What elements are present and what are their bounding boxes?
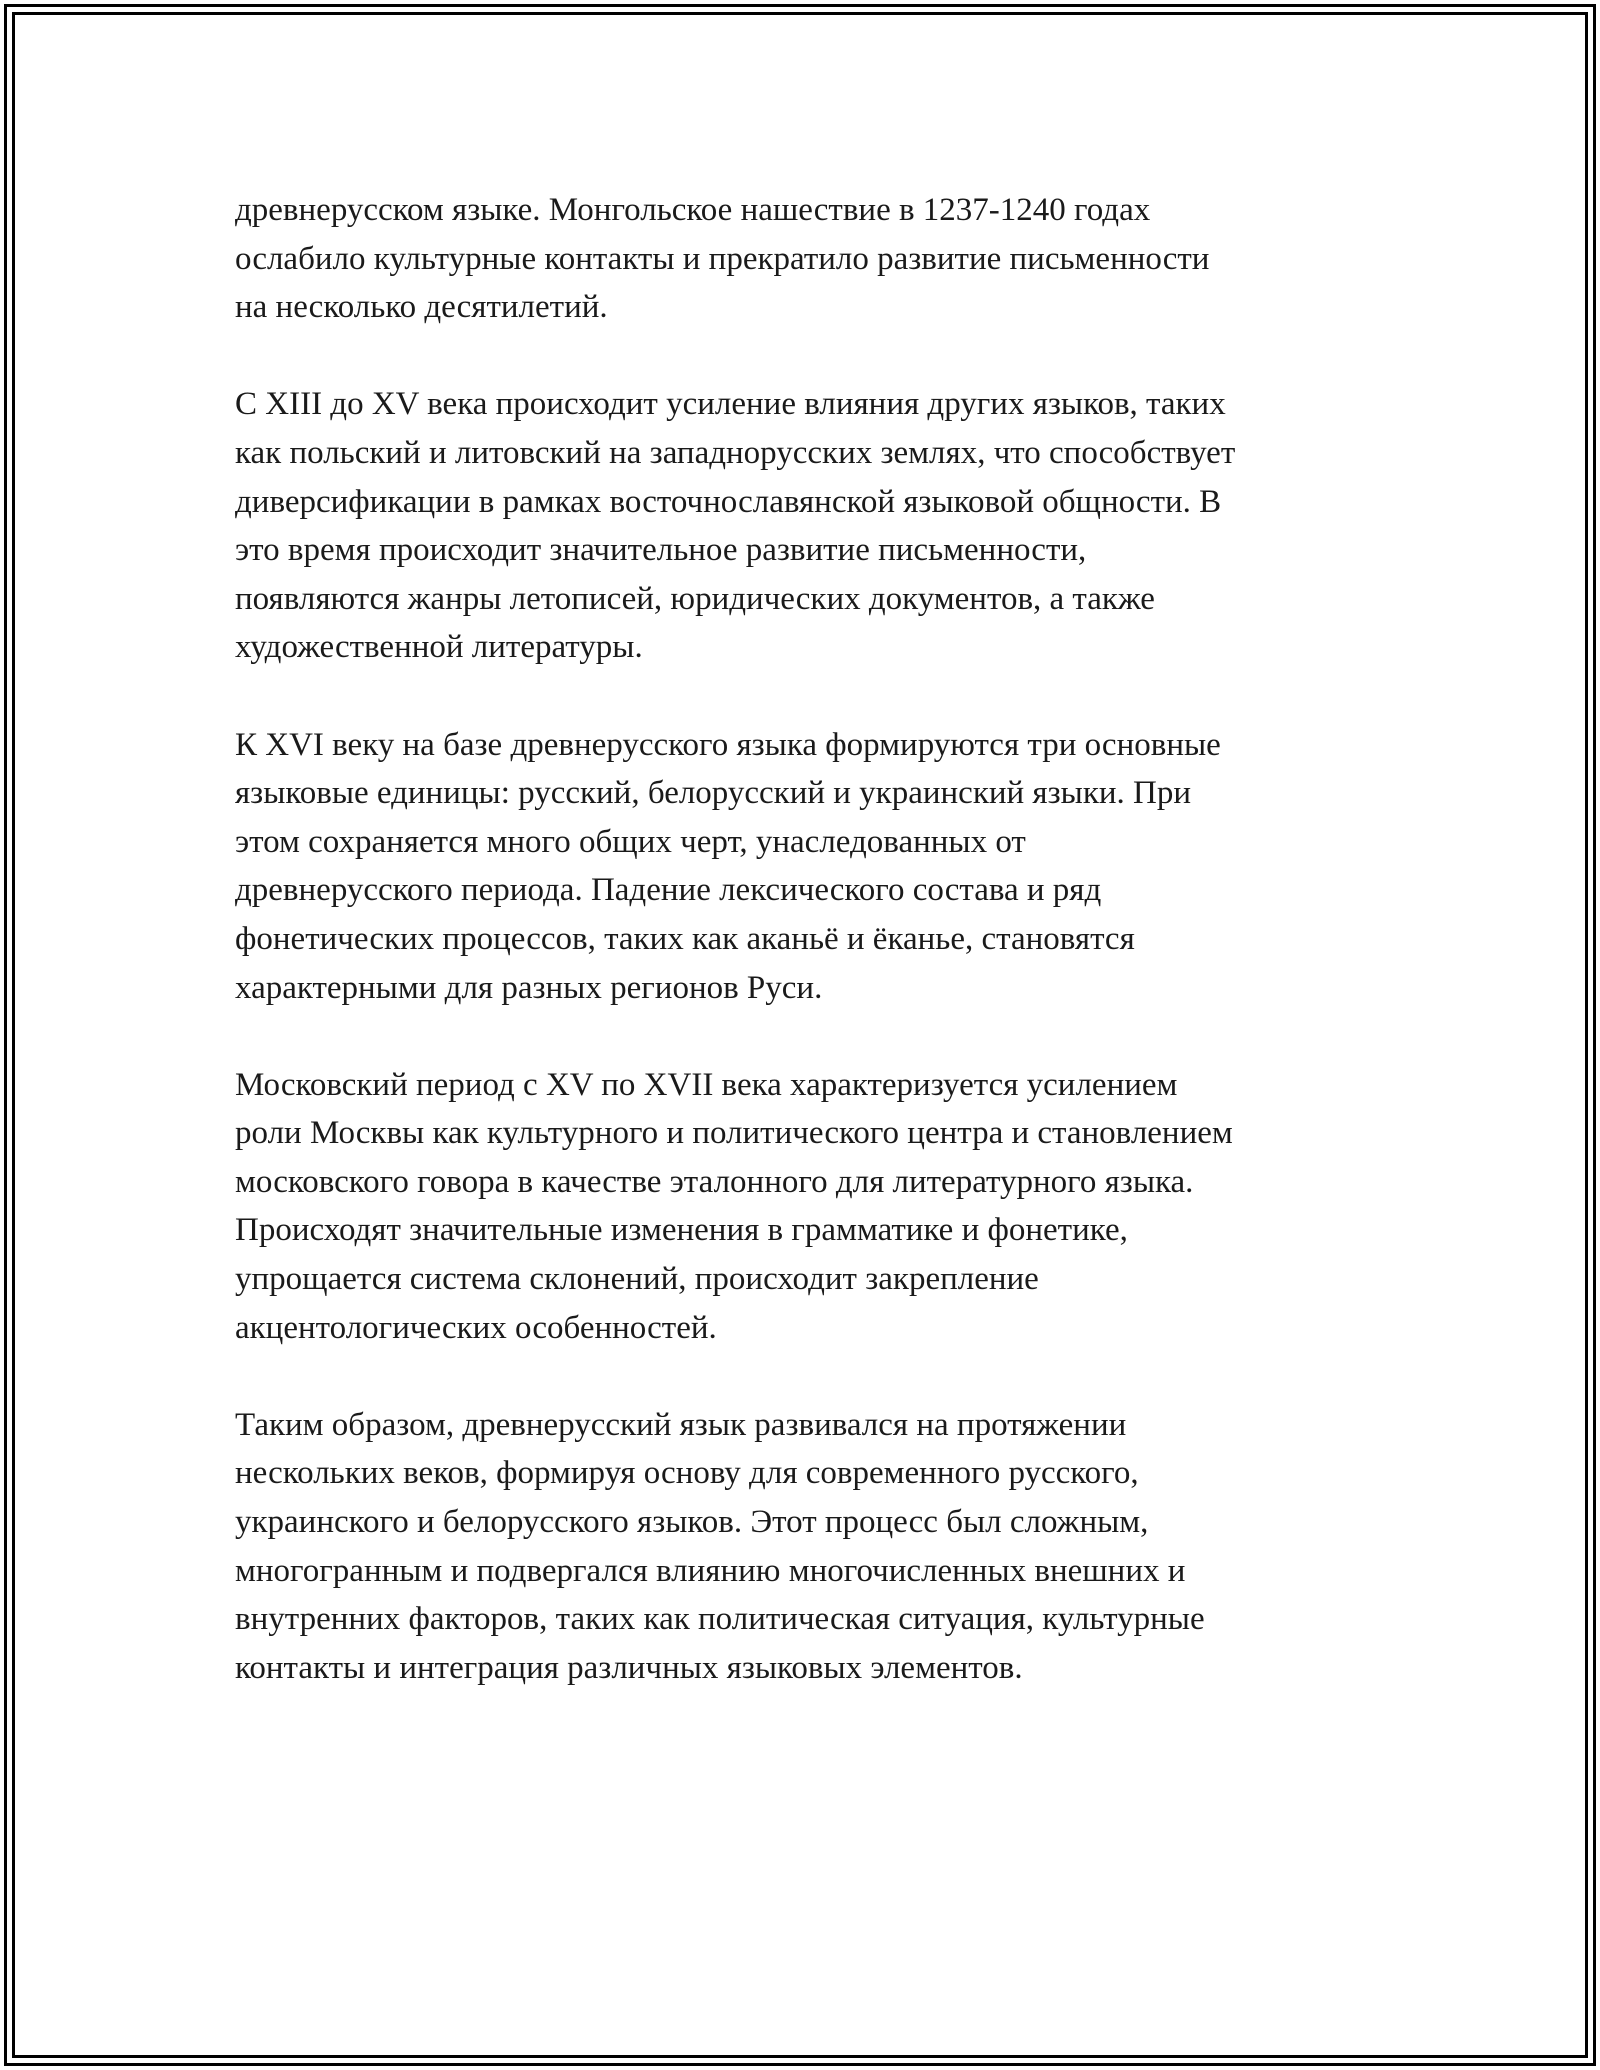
paragraph-1 (235, 186, 1365, 332)
text-line: древнерусском языке. Монгольское нашествие в 1237-1240 годах (235, 192, 1151, 228)
text-line: акцентологических особенностей. (235, 1309, 717, 1346)
text-line: диверсификации в рамках восточнославянской языковой общности. В (235, 483, 1222, 520)
text-line: характерными для разных регионов Руси. (235, 969, 823, 1006)
text-line: упрощается система склонений, происходит закрепление (235, 1261, 1039, 1298)
text-line: художественной литературы. (235, 629, 643, 666)
text-line: фонетических процессов, таких как аканьё и ёканье, становятся (235, 920, 1135, 957)
text-line: московского говора в качестве эталонного для литературного языка. (235, 1163, 1194, 1200)
text-line: этом сохраняется много общих черт, унаследованных от (235, 823, 1026, 860)
text-line: внутренних факторов, таких как политическая ситуация, культурные (235, 1601, 1205, 1638)
text-line: С XIII до XV века происходит усиление влияния других языков, таких (235, 386, 1226, 423)
text-line: многогранным и подвергался влиянию многочисленных внешних и (235, 1552, 1186, 1589)
text-line: роли Москвы как культурного и политического центра и становлением (235, 1115, 1233, 1152)
text-line: контакты и интеграция различных языковых элементов. (235, 1649, 1023, 1686)
text-line: украинского и белорусского языков. Этот процесс был сложным, (235, 1504, 1149, 1541)
paragraph-3 (235, 721, 1365, 1013)
paragraph-4 (235, 1061, 1365, 1353)
document-body (235, 186, 1365, 1692)
text-line: нескольких веков, формируя основу для современного русского, (235, 1455, 1139, 1492)
text-line: на несколько десятилетий. (235, 289, 608, 326)
text-line: это время происходит значительное развитие письменности, (235, 532, 1087, 569)
text-line: ослабило культурные контакты и прекратило развитие письменности (235, 240, 1210, 277)
text-line: Московский период с XV по XVII века характеризуется усилением (235, 1066, 1178, 1103)
text-line: Происходят значительные изменения в грамматике и фонетике, (235, 1212, 1128, 1249)
text-line: как польский и литовский на западнорусских землях, что способствует (235, 434, 1236, 471)
text-line: появляются жанры летописей, юридических документов, а также (235, 580, 1155, 617)
text-line: языковые единицы: русский, белорусский и украинский языки. При (235, 775, 1192, 812)
text-line: Таким образом, древнерусский язык развивался на протяжении (235, 1406, 1127, 1443)
paragraph-5 (235, 1401, 1365, 1693)
paragraph-2 (235, 380, 1365, 672)
text-line: древнерусского периода. Падение лексического состава и ряд (235, 872, 1102, 909)
text-line: К XVI веку на базе древнерусского языка формируются три основные (235, 726, 1221, 763)
